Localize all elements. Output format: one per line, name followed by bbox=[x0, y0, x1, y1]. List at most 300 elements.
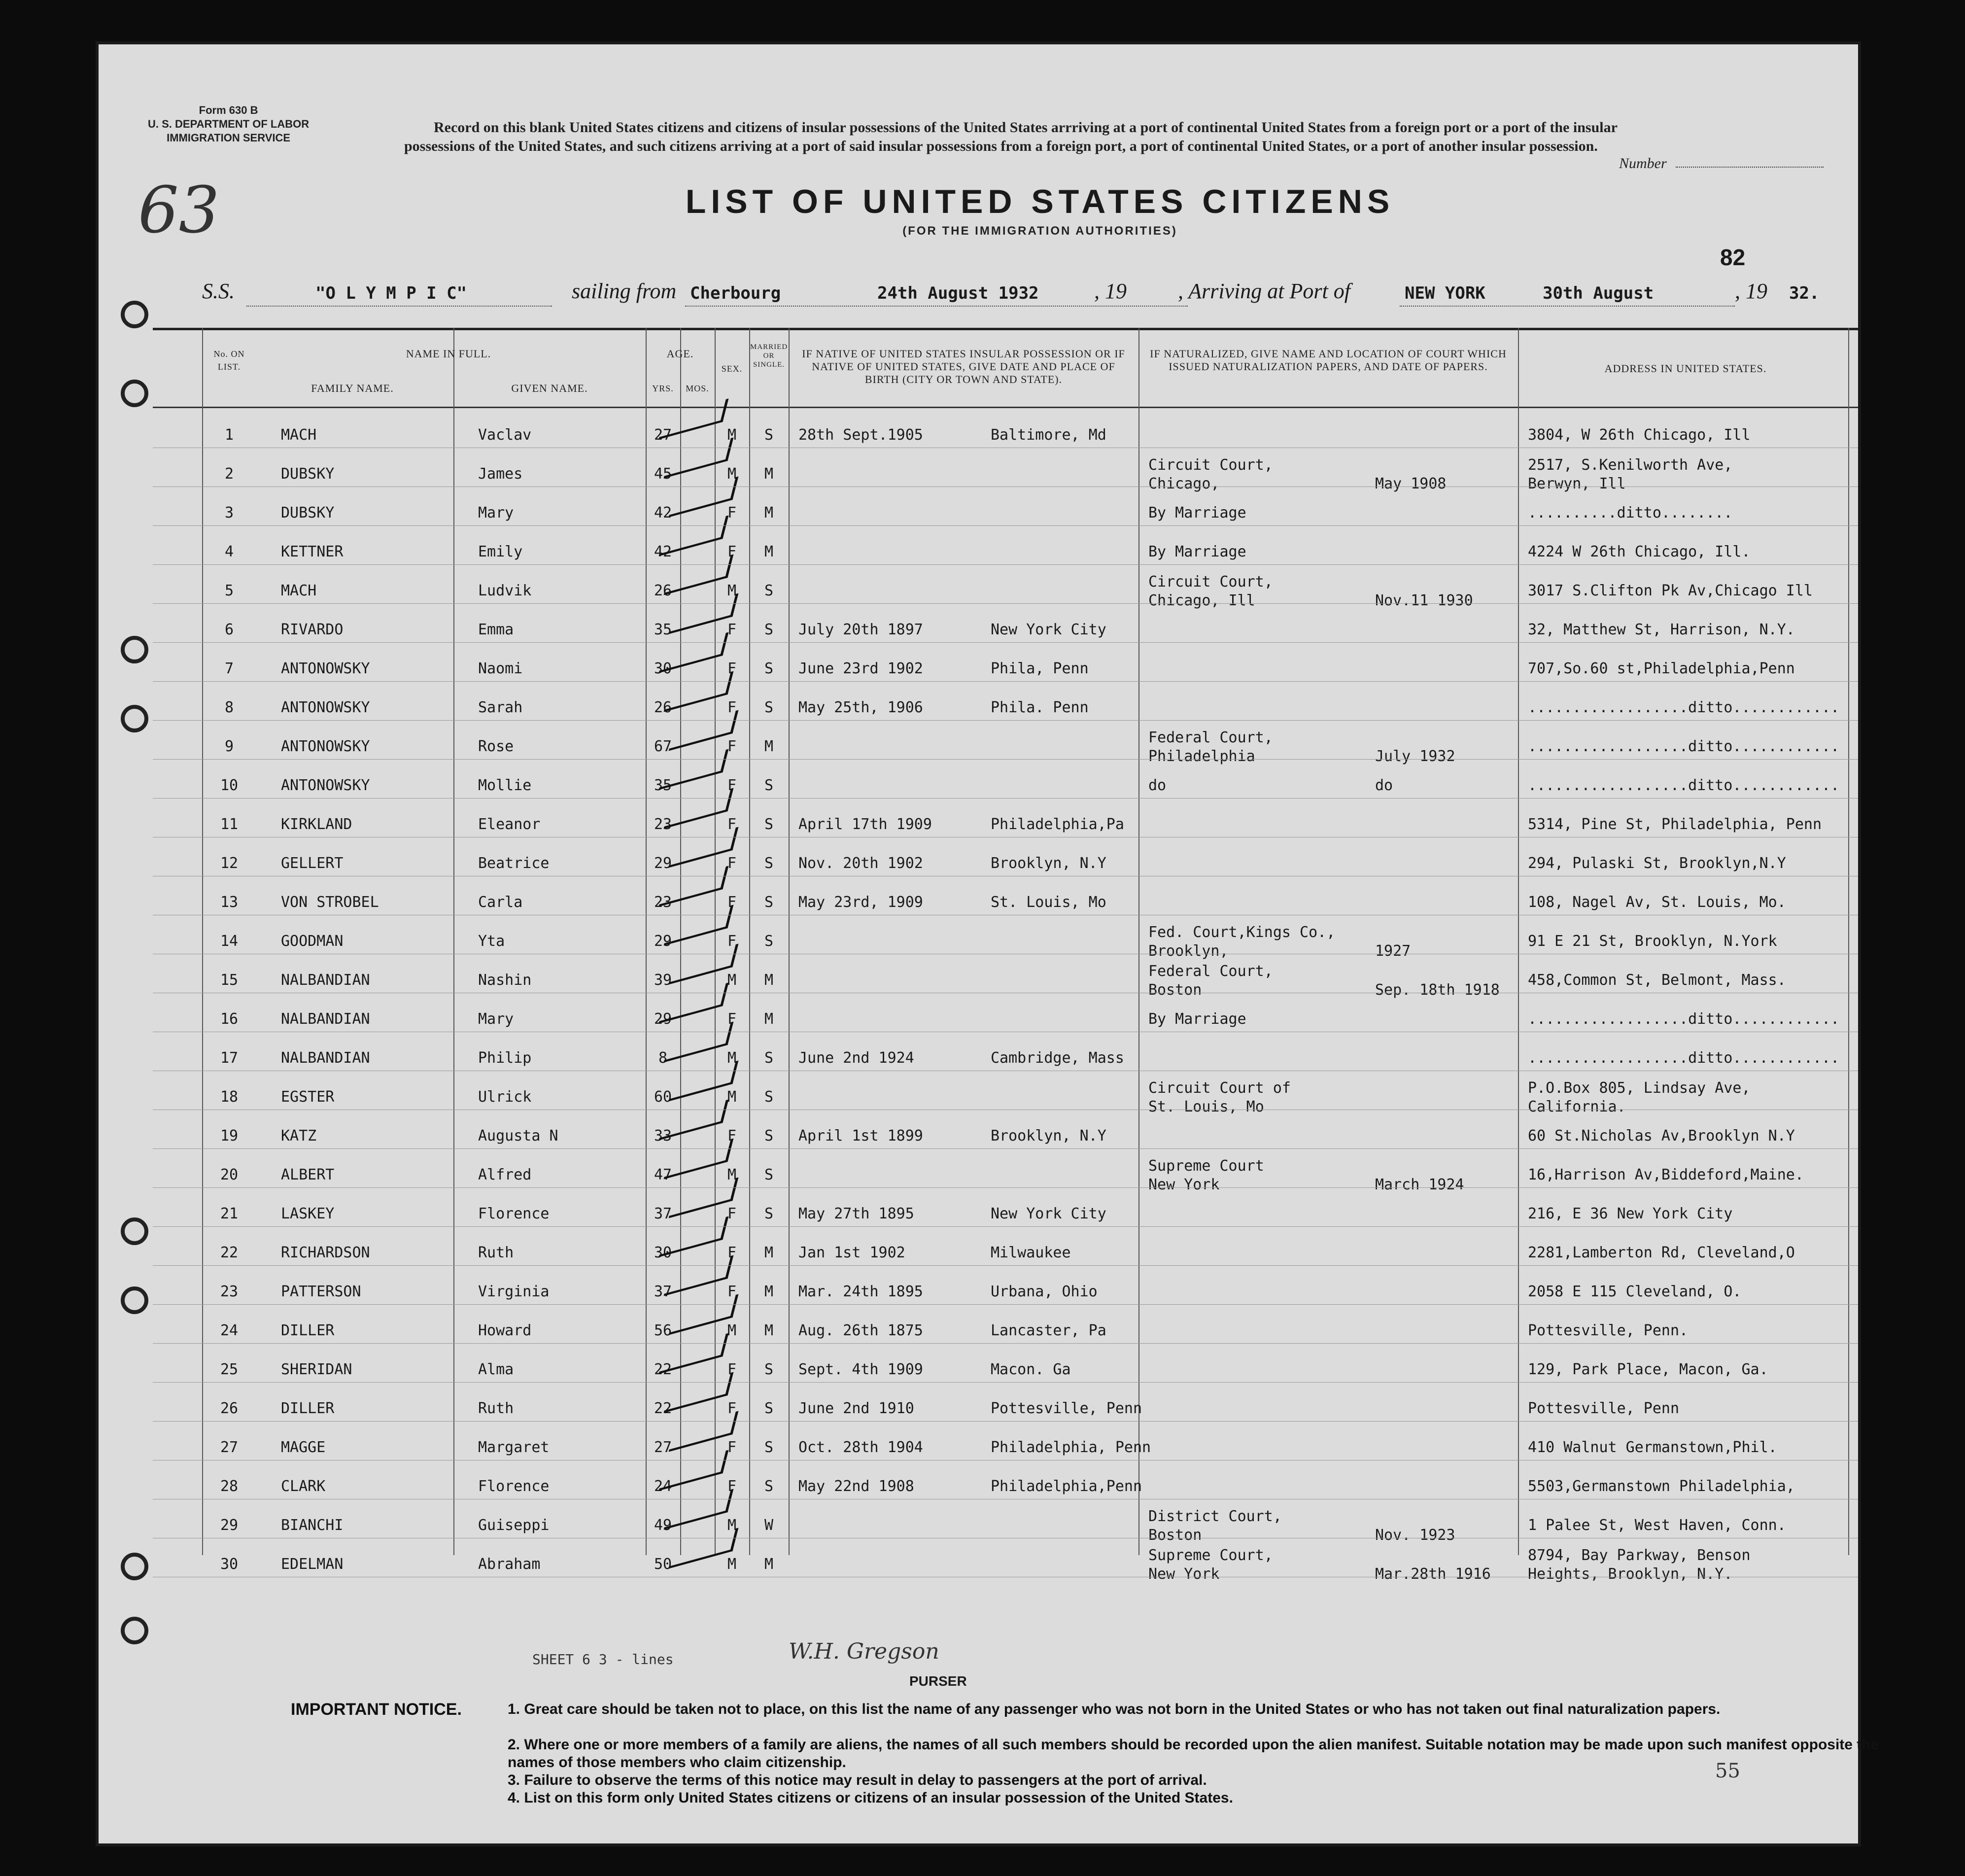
cell-ms: S bbox=[764, 621, 774, 638]
cell-addr1: Pottesville, Penn bbox=[1528, 1400, 1680, 1417]
cell-sex: F bbox=[727, 777, 737, 794]
cell-bplace: Urbana, Ohio bbox=[991, 1283, 1098, 1300]
cell-sex: F bbox=[727, 1244, 737, 1261]
cell-sex: F bbox=[727, 1361, 737, 1378]
cell-family: RICHARDSON bbox=[281, 1244, 370, 1261]
cell-court1: Fed. Court,Kings Co., bbox=[1148, 924, 1336, 941]
cell-no: 6 bbox=[224, 621, 234, 638]
cell-bplace: Pottesville, Penn bbox=[991, 1400, 1142, 1417]
row-rule bbox=[153, 1382, 1858, 1383]
cell-given: Rose bbox=[478, 738, 514, 755]
cell-no: 4 bbox=[224, 543, 234, 560]
cell-family: VON STROBEL bbox=[281, 894, 379, 911]
page-subtitle: (FOR THE IMMIGRATION AUTHORITIES) bbox=[902, 224, 1177, 238]
cell-given: Nashin bbox=[478, 972, 532, 989]
cell-bdate: July 20th 1897 bbox=[798, 621, 923, 638]
cell-family: ALBERT bbox=[281, 1166, 335, 1183]
cell-family: KIRKLAND bbox=[281, 816, 352, 833]
cell-bdate: Sept. 4th 1909 bbox=[798, 1361, 923, 1378]
cell-addr1: 5314, Pine St, Philadelphia, Penn bbox=[1528, 816, 1822, 833]
cell-court2: Boston bbox=[1148, 1527, 1202, 1544]
cell-ms: S bbox=[764, 1400, 774, 1417]
cell-addr1: 458,Common St, Belmont, Mass. bbox=[1528, 972, 1786, 989]
cell-ms: S bbox=[764, 894, 774, 911]
row-rule bbox=[153, 1187, 1858, 1188]
cell-yrs: 30 bbox=[654, 660, 672, 677]
cell-given: Emma bbox=[478, 621, 514, 638]
cell-addr2: Heights, Brooklyn, N.Y. bbox=[1528, 1565, 1733, 1583]
cell-sex: F bbox=[727, 504, 737, 521]
header-mos: MOS. bbox=[686, 383, 709, 393]
cell-sex: F bbox=[727, 1010, 737, 1028]
cell-court2: New York bbox=[1148, 1565, 1220, 1583]
cell-addr2: Berwyn, Ill bbox=[1528, 475, 1626, 492]
number-line bbox=[1676, 167, 1824, 168]
cell-sex: F bbox=[727, 933, 737, 950]
cell-family: LASKEY bbox=[281, 1205, 335, 1222]
cell-no: 20 bbox=[220, 1166, 239, 1183]
cell-ms: M bbox=[764, 972, 774, 989]
cell-court2: St. Louis, Mo bbox=[1148, 1098, 1264, 1115]
cell-given: Alfred bbox=[478, 1166, 532, 1183]
cell-yrs: 35 bbox=[654, 621, 672, 638]
cell-family: NALBANDIAN bbox=[281, 972, 370, 989]
cell-addr1: ..................ditto............ bbox=[1528, 738, 1840, 755]
cell-family: MACH bbox=[281, 582, 317, 599]
cell-sex: M bbox=[727, 582, 737, 599]
cell-bdate: April 17th 1909 bbox=[798, 816, 932, 833]
cell-ms: S bbox=[764, 1205, 774, 1222]
arrival-port: NEW YORK bbox=[1405, 283, 1485, 303]
cell-family: DILLER bbox=[281, 1322, 335, 1339]
cell-ms: S bbox=[764, 777, 774, 794]
cell-sex: F bbox=[727, 1400, 737, 1417]
arrival-date: 30th August bbox=[1543, 283, 1654, 303]
cell-bdate: May 27th 1895 bbox=[798, 1205, 914, 1222]
cell-cdate: 1927 bbox=[1375, 942, 1411, 960]
col-divider bbox=[453, 328, 454, 1555]
cell-no: 11 bbox=[220, 816, 239, 833]
cell-sex: F bbox=[727, 855, 737, 872]
col-divider bbox=[1138, 328, 1139, 1555]
cell-bdate: 28th Sept.1905 bbox=[798, 426, 923, 444]
cell-no: 23 bbox=[220, 1283, 239, 1300]
cell-family: MACH bbox=[281, 426, 317, 444]
cell-given: Vaclav bbox=[478, 426, 532, 444]
cell-cdate: May 1908 bbox=[1375, 475, 1447, 492]
ss-label: S.S. bbox=[202, 279, 235, 303]
cell-bplace: Milwaukee bbox=[991, 1244, 1071, 1261]
cell-bplace: Brooklyn, N.Y bbox=[991, 855, 1106, 872]
cell-no: 7 bbox=[224, 660, 234, 677]
cell-addr1: 5503,Germanstown Philadelphia, bbox=[1528, 1478, 1795, 1495]
header-given-name: GIVEN NAME. bbox=[511, 382, 588, 394]
cell-given: James bbox=[478, 465, 523, 483]
cell-yrs: 56 bbox=[654, 1322, 672, 1339]
row-rule bbox=[153, 1343, 1858, 1344]
cell-ms: S bbox=[764, 699, 774, 716]
header-address: ADDRESS IN UNITED STATES. bbox=[1604, 362, 1767, 375]
binder-hole bbox=[121, 1553, 148, 1580]
page-number: 82 bbox=[1720, 244, 1746, 270]
cell-addr1: ..................ditto............ bbox=[1528, 1049, 1840, 1067]
cell-given: Virginia bbox=[478, 1283, 550, 1300]
cell-no: 9 bbox=[224, 738, 234, 755]
arriving-label: , Arriving at Port of bbox=[1178, 279, 1350, 303]
cell-court1: By Marriage bbox=[1148, 543, 1246, 560]
row-rule bbox=[153, 1421, 1858, 1422]
cell-family: DUBSKY bbox=[281, 465, 335, 483]
cell-family: ANTONOWSKY bbox=[281, 777, 370, 794]
cell-yrs: 60 bbox=[654, 1088, 672, 1106]
sheet-note: SHEET 6 3 - lines bbox=[532, 1651, 674, 1668]
bottom-note: 55 bbox=[1715, 1760, 1740, 1782]
cell-addr1: 129, Park Place, Macon, Ga. bbox=[1528, 1361, 1768, 1378]
cell-family: BIANCHI bbox=[281, 1517, 344, 1534]
cell-no: 25 bbox=[220, 1361, 239, 1378]
cell-yrs: 29 bbox=[654, 1010, 672, 1028]
form-instructions: Record on this blank United States citizens and citizens of insular possessions of the United States arrriving at a port of continental United States from a foreign port or a port of the insular possessions of the United States, and such citizens arriving at a port of said insular possessions from a foreign port, a port of continental United States, or a port of another insular possession. bbox=[404, 119, 1618, 154]
cell-sex: M bbox=[727, 1517, 737, 1534]
binder-hole bbox=[121, 705, 148, 732]
cell-no: 28 bbox=[220, 1478, 239, 1495]
cell-bdate: June 2nd 1910 bbox=[798, 1400, 914, 1417]
cell-yrs: 50 bbox=[654, 1556, 672, 1573]
row-rule bbox=[153, 525, 1858, 526]
cell-yrs: 33 bbox=[654, 1127, 672, 1145]
cell-yrs: 22 bbox=[654, 1361, 672, 1378]
cell-sex: F bbox=[727, 1205, 737, 1222]
cell-ms: S bbox=[764, 1439, 774, 1456]
cell-family: ANTONOWSKY bbox=[281, 660, 370, 677]
cell-ms: S bbox=[764, 855, 774, 872]
cell-court2: Chicago, Ill bbox=[1148, 592, 1255, 609]
header-yrs: YRS. bbox=[652, 383, 674, 393]
cell-ms: S bbox=[764, 1049, 774, 1067]
cell-given: Carla bbox=[478, 894, 523, 911]
cell-ms: S bbox=[764, 1127, 774, 1145]
cell-no: 5 bbox=[224, 582, 234, 599]
cell-yrs: 27 bbox=[654, 426, 672, 444]
row-rule bbox=[153, 720, 1858, 721]
cell-sex: F bbox=[727, 699, 737, 716]
cell-court2: Brooklyn, bbox=[1148, 942, 1229, 960]
row-rule bbox=[153, 564, 1858, 565]
cell-bdate: Mar. 24th 1895 bbox=[798, 1283, 923, 1300]
cell-ms: S bbox=[764, 582, 774, 599]
cell-given: Florence bbox=[478, 1205, 550, 1222]
cell-given: Mollie bbox=[478, 777, 532, 794]
cell-addr1: 108, Nagel Av, St. Louis, Mo. bbox=[1528, 894, 1786, 911]
cell-ms: M bbox=[764, 1244, 774, 1261]
cell-no: 18 bbox=[220, 1088, 239, 1106]
cell-family: EDELMAN bbox=[281, 1556, 344, 1573]
cell-court1: Supreme Court, bbox=[1148, 1547, 1273, 1564]
cell-court2: Philadelphia bbox=[1148, 748, 1255, 765]
row-rule bbox=[153, 1226, 1858, 1227]
cell-no: 1 bbox=[224, 426, 234, 444]
cell-ms: S bbox=[764, 1166, 774, 1183]
cell-addr1: 32, Matthew St, Harrison, N.Y. bbox=[1528, 621, 1795, 638]
cell-no: 30 bbox=[220, 1556, 239, 1573]
year-label-2: , 19 bbox=[1735, 279, 1767, 303]
cell-ms: S bbox=[764, 1478, 774, 1495]
header-age: AGE. bbox=[666, 347, 694, 360]
cell-bplace: Phila. Penn bbox=[991, 699, 1089, 716]
cell-yrs: 22 bbox=[654, 1400, 672, 1417]
page-title: LIST OF UNITED STATES CITIZENS bbox=[685, 183, 1395, 220]
cell-court1: Circuit Court, bbox=[1148, 573, 1273, 591]
cell-sex: M bbox=[727, 1049, 737, 1067]
cell-bplace: Baltimore, Md bbox=[991, 426, 1106, 444]
cell-bdate: Aug. 26th 1875 bbox=[798, 1322, 923, 1339]
cell-cdate: Nov. 1923 bbox=[1375, 1527, 1455, 1544]
sailing-date: 24th August 1932 bbox=[877, 283, 1039, 303]
cell-given: Guiseppi bbox=[478, 1517, 550, 1534]
cell-yrs: 37 bbox=[654, 1205, 672, 1222]
cell-sex: F bbox=[727, 1439, 737, 1456]
cell-no: 22 bbox=[220, 1244, 239, 1261]
cell-family: NALBANDIAN bbox=[281, 1049, 370, 1067]
cell-yrs: 23 bbox=[654, 816, 672, 833]
cell-ms: S bbox=[764, 426, 774, 444]
cell-yrs: 45 bbox=[654, 465, 672, 483]
cell-court2: Boston bbox=[1148, 981, 1202, 999]
cell-addr2: California. bbox=[1528, 1098, 1626, 1115]
cell-court1: Circuit Court of bbox=[1148, 1079, 1291, 1097]
row-rule bbox=[153, 759, 1858, 760]
cell-addr1: Pottesville, Penn. bbox=[1528, 1322, 1689, 1339]
cell-given: Philip bbox=[478, 1049, 532, 1067]
cell-addr1: 2281,Lamberton Rd, Cleveland,O bbox=[1528, 1244, 1795, 1261]
cell-addr1: P.O.Box 805, Lindsay Ave, bbox=[1528, 1079, 1751, 1097]
cell-cdate: do bbox=[1375, 777, 1393, 794]
cell-court1: Federal Court, bbox=[1148, 963, 1273, 980]
cell-no: 29 bbox=[220, 1517, 239, 1534]
cell-no: 3 bbox=[224, 504, 234, 521]
cell-family: RIVARDO bbox=[281, 621, 344, 638]
cell-yrs: 29 bbox=[654, 855, 672, 872]
arrival-year: 32. bbox=[1789, 283, 1820, 303]
cell-yrs: 24 bbox=[654, 1478, 672, 1495]
cell-bplace: New York City bbox=[991, 1205, 1106, 1222]
purser-signature: W.H. Gregson bbox=[789, 1639, 939, 1664]
cell-family: KATZ bbox=[281, 1127, 317, 1145]
cell-given: Naomi bbox=[478, 660, 523, 677]
cell-sex: F bbox=[727, 621, 737, 638]
cell-bplace: Philadelphia,Pa bbox=[991, 816, 1124, 833]
cell-court1: Circuit Court, bbox=[1148, 456, 1273, 474]
cell-ms: S bbox=[764, 1088, 774, 1106]
cell-no: 2 bbox=[224, 465, 234, 483]
cell-yrs: 42 bbox=[654, 543, 672, 560]
cell-ms: W bbox=[764, 1517, 774, 1534]
cell-given: Ulrick bbox=[478, 1088, 532, 1106]
cell-yrs: 35 bbox=[654, 777, 672, 794]
cell-addr1: 60 St.Nicholas Av,Brooklyn N.Y bbox=[1528, 1127, 1795, 1145]
cell-addr1: ..........ditto........ bbox=[1528, 504, 1733, 521]
cell-sex: M bbox=[727, 465, 737, 483]
cell-bplace: Brooklyn, N.Y bbox=[991, 1127, 1106, 1145]
cell-sex: M bbox=[727, 1322, 737, 1339]
cell-court2: New York bbox=[1148, 1176, 1220, 1193]
cell-yrs: 26 bbox=[654, 582, 672, 599]
cell-bdate: May 25th, 1906 bbox=[798, 699, 923, 716]
cell-bdate: April 1st 1899 bbox=[798, 1127, 923, 1145]
cell-yrs: 30 bbox=[654, 1244, 672, 1261]
cell-addr1: 91 E 21 St, Brooklyn, N.York bbox=[1528, 933, 1777, 950]
cell-cdate: Mar.28th 1916 bbox=[1375, 1565, 1491, 1583]
cell-yrs: 23 bbox=[654, 894, 672, 911]
cell-addr1: 3804, W 26th Chicago, Ill bbox=[1528, 426, 1751, 444]
cell-court1: By Marriage bbox=[1148, 1010, 1246, 1028]
row-rule bbox=[153, 798, 1858, 799]
cell-addr1: 410 Walnut Germanstown,Phil. bbox=[1528, 1439, 1777, 1456]
form-identifier: Form 630 B U. S. DEPARTMENT OF LABOR IMMIGRATION SERVICE bbox=[148, 104, 310, 144]
cell-bdate: May 22nd 1908 bbox=[798, 1478, 914, 1495]
cell-bplace: Phila, Penn bbox=[991, 660, 1089, 677]
cell-ms: S bbox=[764, 816, 774, 833]
cell-ms: M bbox=[764, 504, 774, 521]
cell-addr1: ..................ditto............ bbox=[1528, 1010, 1840, 1028]
binder-hole bbox=[121, 1217, 148, 1245]
cell-sex: F bbox=[727, 1127, 737, 1145]
cell-no: 27 bbox=[220, 1439, 239, 1456]
cell-bplace: St. Louis, Mo bbox=[991, 894, 1106, 911]
cell-no: 16 bbox=[220, 1010, 239, 1028]
cell-sex: F bbox=[727, 738, 737, 755]
cell-addr1: 707,So.60 st,Philadelphia,Penn bbox=[1528, 660, 1795, 677]
cell-given: Mary bbox=[478, 504, 514, 521]
row-rule bbox=[153, 486, 1858, 487]
cell-sex: M bbox=[727, 1556, 737, 1573]
cell-sex: M bbox=[727, 426, 737, 444]
cell-bplace: Macon. Ga bbox=[991, 1361, 1071, 1378]
cell-addr1: 2058 E 115 Cleveland, O. bbox=[1528, 1283, 1742, 1300]
cell-no: 21 bbox=[220, 1205, 239, 1222]
cell-ms: M bbox=[764, 1283, 774, 1300]
notice-item: 4. List on this form only United States citizens or citizens of an insular possession of the United States. bbox=[508, 1790, 1233, 1806]
sailing-from: Cherbourg bbox=[690, 283, 781, 303]
row-rule bbox=[153, 1148, 1858, 1149]
cell-court1: By Marriage bbox=[1148, 504, 1246, 521]
cell-no: 17 bbox=[220, 1049, 239, 1067]
cell-family: DUBSKY bbox=[281, 504, 335, 521]
cell-ms: M bbox=[764, 543, 774, 560]
cell-yrs: 49 bbox=[654, 1517, 672, 1534]
cell-given: Augusta N bbox=[478, 1127, 558, 1145]
ship-line bbox=[246, 306, 552, 307]
cell-sex: F bbox=[727, 660, 737, 677]
binder-hole bbox=[121, 1617, 148, 1644]
col-divider bbox=[1848, 328, 1849, 1555]
cell-family: MAGGE bbox=[281, 1439, 326, 1456]
header-birth: IF NATIVE OF UNITED STATES INSULAR POSSESSION OR IF NATIVE OF UNITED STATES, GIVE DATE AND PLACE OF BIRTH (CITY OR TOWN AND STATE). bbox=[802, 347, 1125, 385]
cell-bplace: Lancaster, Pa bbox=[991, 1322, 1106, 1339]
notice-lead: IMPORTANT NOTICE. bbox=[291, 1700, 462, 1719]
row-rule bbox=[153, 681, 1858, 682]
cell-no: 13 bbox=[220, 894, 239, 911]
cell-no: 19 bbox=[220, 1127, 239, 1145]
cell-yrs: 67 bbox=[654, 738, 672, 755]
cell-sex: F bbox=[727, 816, 737, 833]
cell-sex: F bbox=[727, 1283, 737, 1300]
passenger-table bbox=[153, 328, 1858, 1583]
header-no: No. ON LIST. bbox=[213, 349, 245, 372]
cell-sex: M bbox=[727, 972, 737, 989]
cell-ms: M bbox=[764, 465, 774, 483]
cell-bdate: June 23rd 1902 bbox=[798, 660, 923, 677]
cell-given: Alma bbox=[478, 1361, 514, 1378]
cell-court1: District Court, bbox=[1148, 1508, 1282, 1525]
header-name-in-full: NAME IN FULL. bbox=[406, 347, 491, 360]
cell-sex: M bbox=[727, 1088, 737, 1106]
notice-item: 3. Failure to observe the terms of this notice may result in delay to passengers at the port of arrival. bbox=[508, 1772, 1207, 1788]
cell-yrs: 29 bbox=[654, 933, 672, 950]
cell-bdate: Jan 1st 1902 bbox=[798, 1244, 905, 1261]
cell-given: Howard bbox=[478, 1322, 532, 1339]
cell-addr1: 8794, Bay Parkway, Benson bbox=[1528, 1547, 1751, 1564]
col-divider bbox=[202, 328, 203, 1555]
cell-bplace: Philadelphia,Penn bbox=[991, 1478, 1142, 1495]
row-rule bbox=[153, 1304, 1858, 1305]
cell-court2: Chicago, bbox=[1148, 475, 1220, 492]
cell-yrs: 27 bbox=[654, 1439, 672, 1456]
cell-cdate: July 1932 bbox=[1375, 748, 1455, 765]
cell-addr1: 216, E 36 New York City bbox=[1528, 1205, 1733, 1222]
row-rule bbox=[153, 603, 1858, 604]
binder-hole bbox=[121, 1286, 148, 1314]
binder-hole bbox=[121, 301, 148, 328]
cell-given: Ruth bbox=[478, 1400, 514, 1417]
cell-addr1: 4224 W 26th Chicago, Ill. bbox=[1528, 543, 1751, 560]
notice-item: 2. Where one or more members of a family are aliens, the names of all such members should be recorded upon the alien manifest. Suitable notation may be made upon such manifest opposite the names of those members who claim citizenship. bbox=[508, 1737, 1879, 1771]
header-married: MARRIED OR SINGLE. bbox=[750, 343, 788, 369]
cell-addr1: ..................ditto............ bbox=[1528, 699, 1840, 716]
cell-bplace: Philadelphia, Penn bbox=[991, 1439, 1151, 1456]
cell-family: GELLERT bbox=[281, 855, 344, 872]
arrival-line bbox=[1400, 306, 1735, 307]
cell-given: Emily bbox=[478, 543, 523, 560]
cell-bplace: New York City bbox=[991, 621, 1106, 638]
cell-ms: M bbox=[764, 1556, 774, 1573]
notice-item: 1. Great care should be taken not to place, on this list the name of any passenger who was not born in the United States or who has not taken out final naturalization papers. bbox=[508, 1701, 1721, 1717]
binder-hole bbox=[121, 380, 148, 407]
number-label: Number bbox=[1619, 155, 1667, 172]
cell-ms: M bbox=[764, 1010, 774, 1028]
cell-family: DILLER bbox=[281, 1400, 335, 1417]
cell-given: Eleanor bbox=[478, 816, 541, 833]
cell-yrs: 37 bbox=[654, 1283, 672, 1300]
cell-no: 15 bbox=[220, 972, 239, 989]
cell-family: SHERIDAN bbox=[281, 1361, 352, 1378]
manifest-sheet bbox=[99, 44, 1879, 1843]
cell-given: Beatrice bbox=[478, 855, 550, 872]
cell-yrs: 26 bbox=[654, 699, 672, 716]
cell-addr1: 2517, S.Kenilworth Ave, bbox=[1528, 456, 1733, 474]
col-divider bbox=[789, 328, 790, 1555]
cell-addr1: 16,Harrison Av,Biddeford,Maine. bbox=[1528, 1166, 1804, 1183]
cell-sex: F bbox=[727, 894, 737, 911]
cell-yrs: 8 bbox=[658, 1049, 668, 1067]
cell-family: GOODMAN bbox=[281, 933, 344, 950]
cell-family: PATTERSON bbox=[281, 1283, 361, 1300]
cell-no: 14 bbox=[220, 933, 239, 950]
cell-cdate: Sep. 18th 1918 bbox=[1375, 981, 1500, 999]
cell-cdate: Nov.11 1930 bbox=[1375, 592, 1473, 609]
ship-name: "O L Y M P I C" bbox=[315, 283, 467, 303]
cell-ms: S bbox=[764, 933, 774, 950]
